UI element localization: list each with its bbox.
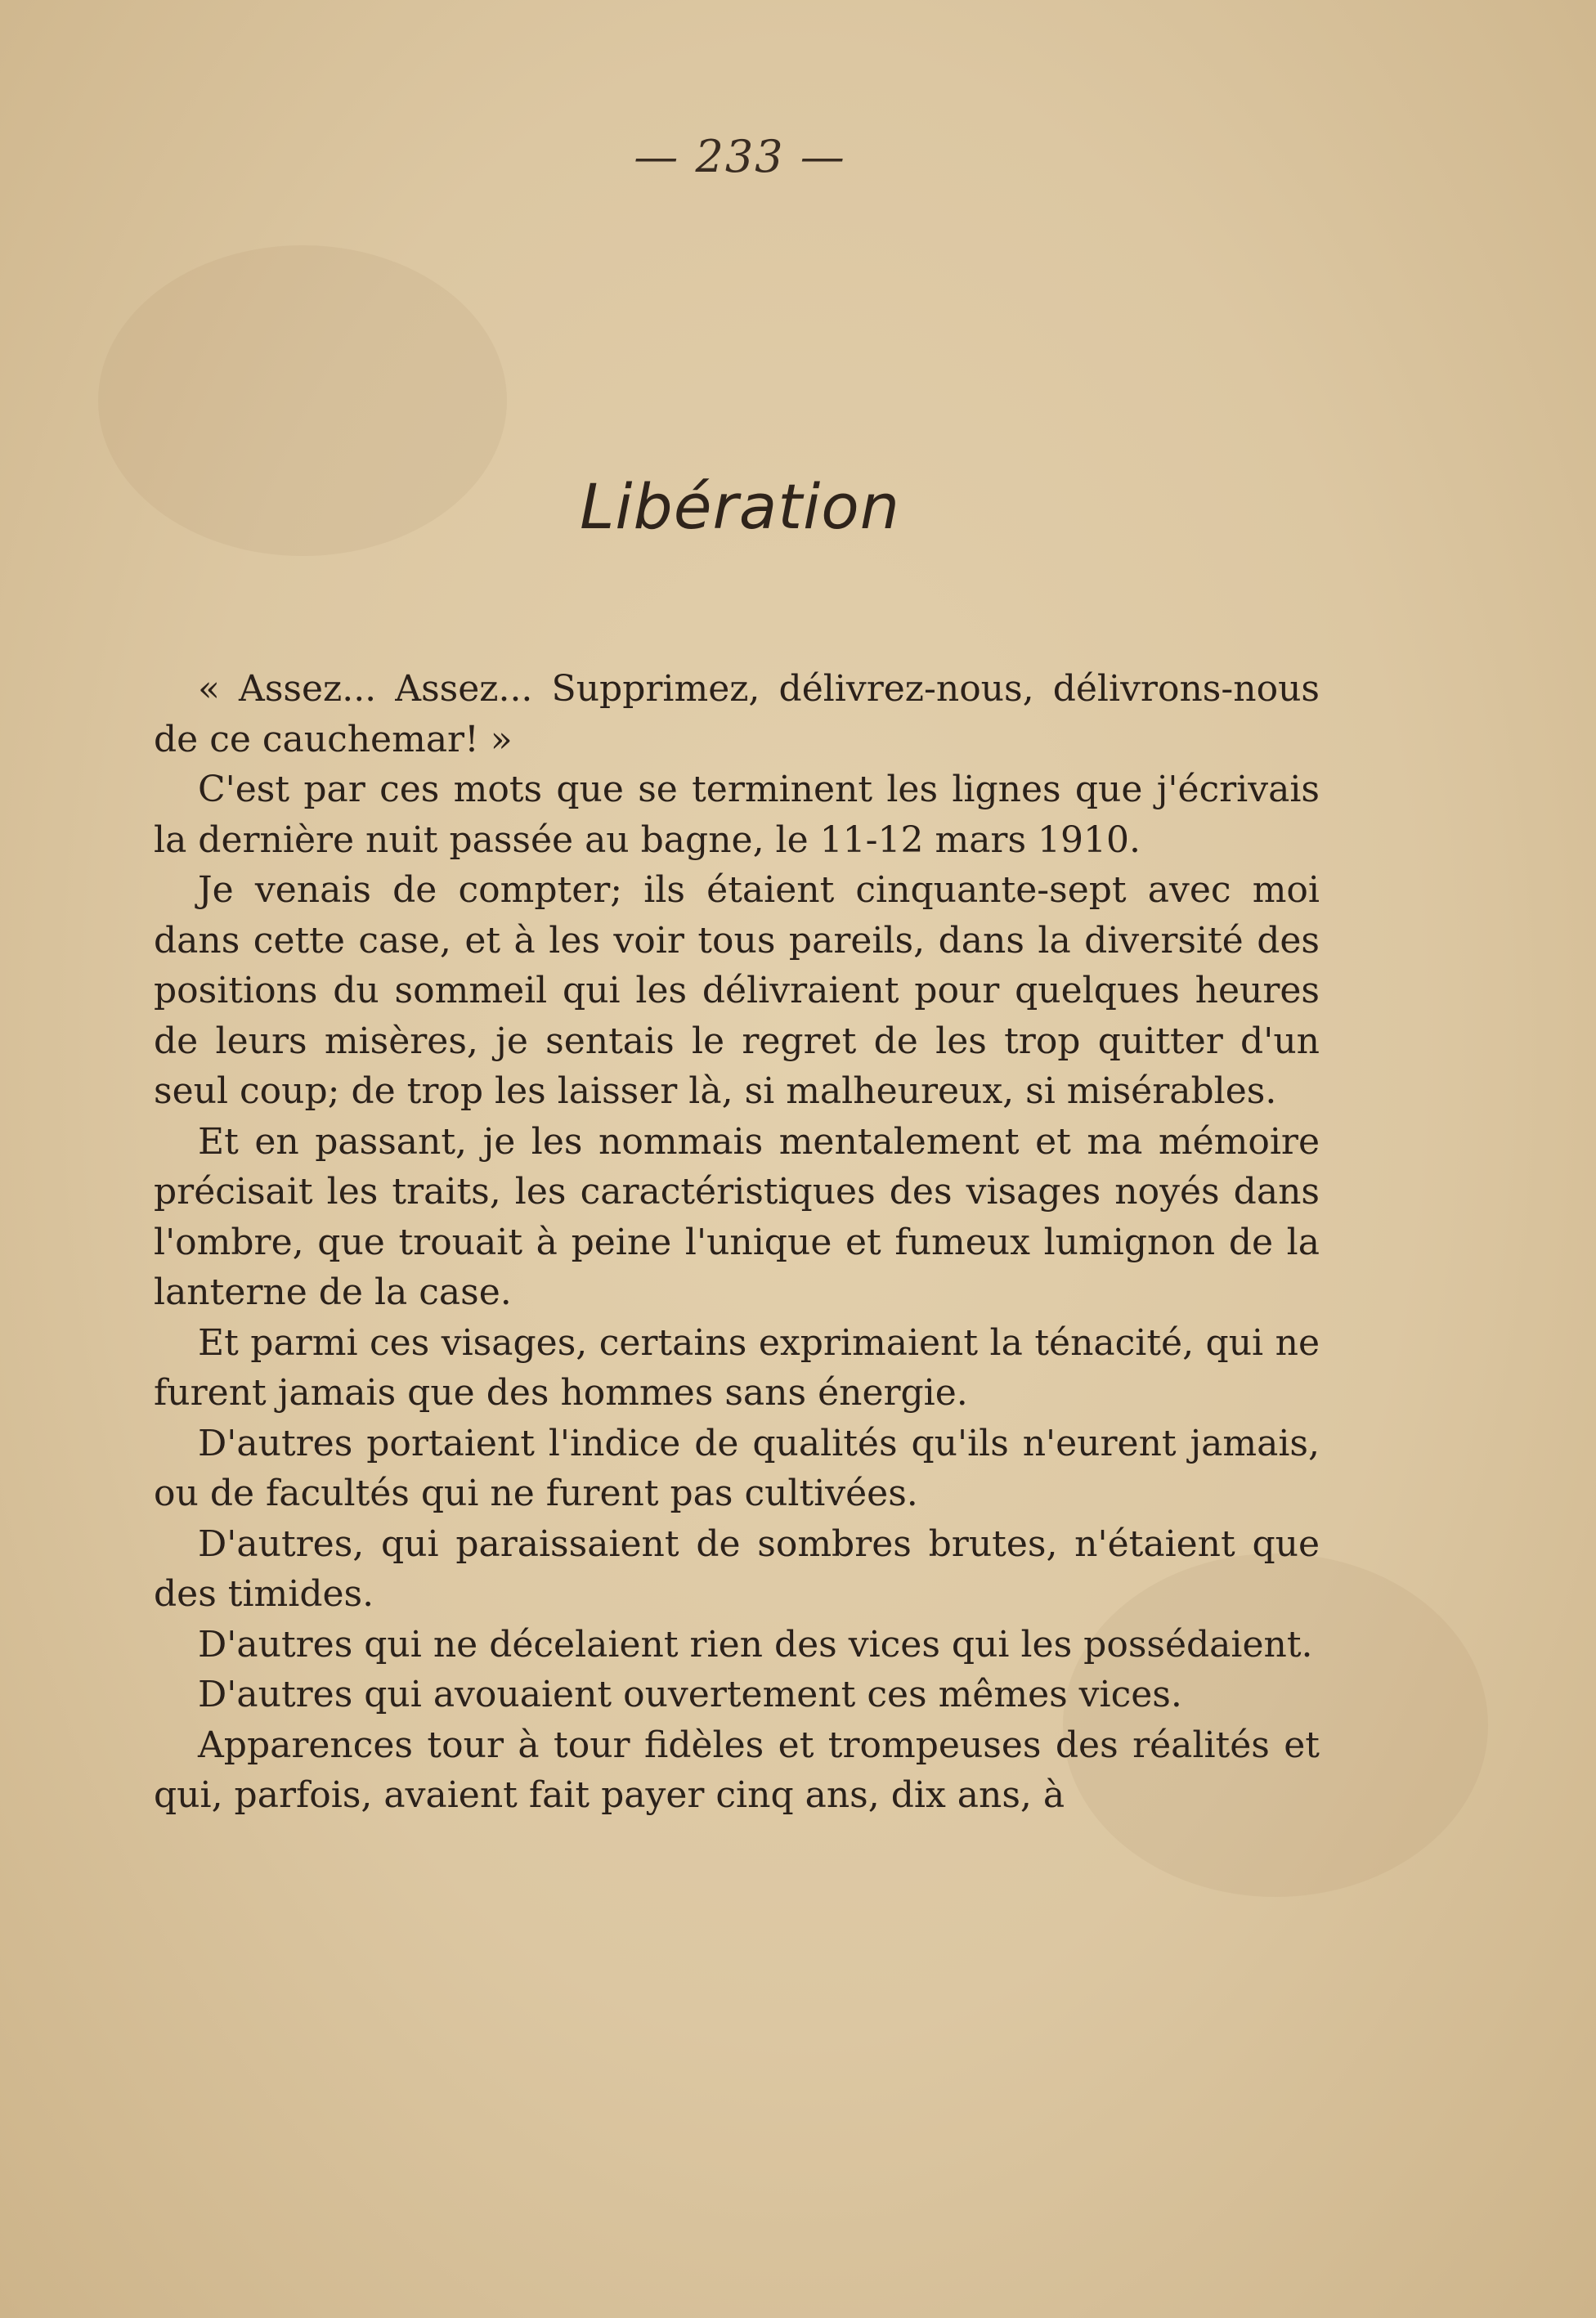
paragraph: « Assez... Assez... Supprimez, délivrez-nous, délivrons-nous de ce cauchemar! »: [154, 668, 1320, 760]
paragraph: Apparences tour à tour fidèles et trompeuses des réalités et qui, parfois, avaient fait payer cinq ans, dix ans, à: [154, 1724, 1320, 1816]
chapter-title: Libération: [580, 470, 900, 543]
paragraph: Je venais de compter; ils étaient cinquante-sept avec moi dans cette case, et à les voir tous pareils, dans la diversité des positions du sommeil qui les délivraient pour quelques heures de leurs misères, je sentais le regret de les trop quitter d'un seul coup; de trop les laisser là, si malheureux, si misérables.: [154, 869, 1320, 1112]
paragraph: D'autres qui avouaient ouvertement ces mêmes vices.: [198, 1674, 1182, 1715]
paragraph: C'est par ces mots que se terminent les lignes que j'écrivais la dernière nuit passée au bagne, le 11-12 mars 1910.: [154, 769, 1320, 861]
paragraph: D'autres, qui paraissaient de sombres brutes, n'étaient que des timides.: [154, 1522, 1320, 1615]
paragraph: D'autres portaient l'indice de qualités qu'ils n'eurent jamais, ou de facultés qui ne furent pas cultivées.: [154, 1422, 1320, 1514]
page-number: — 233 —: [634, 131, 846, 182]
paragraph: D'autres qui ne décelaient rien des vices qui les possédaient.: [198, 1623, 1313, 1666]
paragraph: Et en passant, je les nommais mentalement et ma mémoire précisait les traits, les caractéristiques des visages noyés dans l'ombre, que trouait à peine l'unique et fumeux lumignon de la lanterne de la case.: [154, 1120, 1320, 1313]
body-text: [154, 664, 1320, 1821]
paragraph: Et parmi ces visages, certains exprimaient la ténacité, qui ne furent jamais que des hommes sans énergie.: [154, 1321, 1320, 1414]
